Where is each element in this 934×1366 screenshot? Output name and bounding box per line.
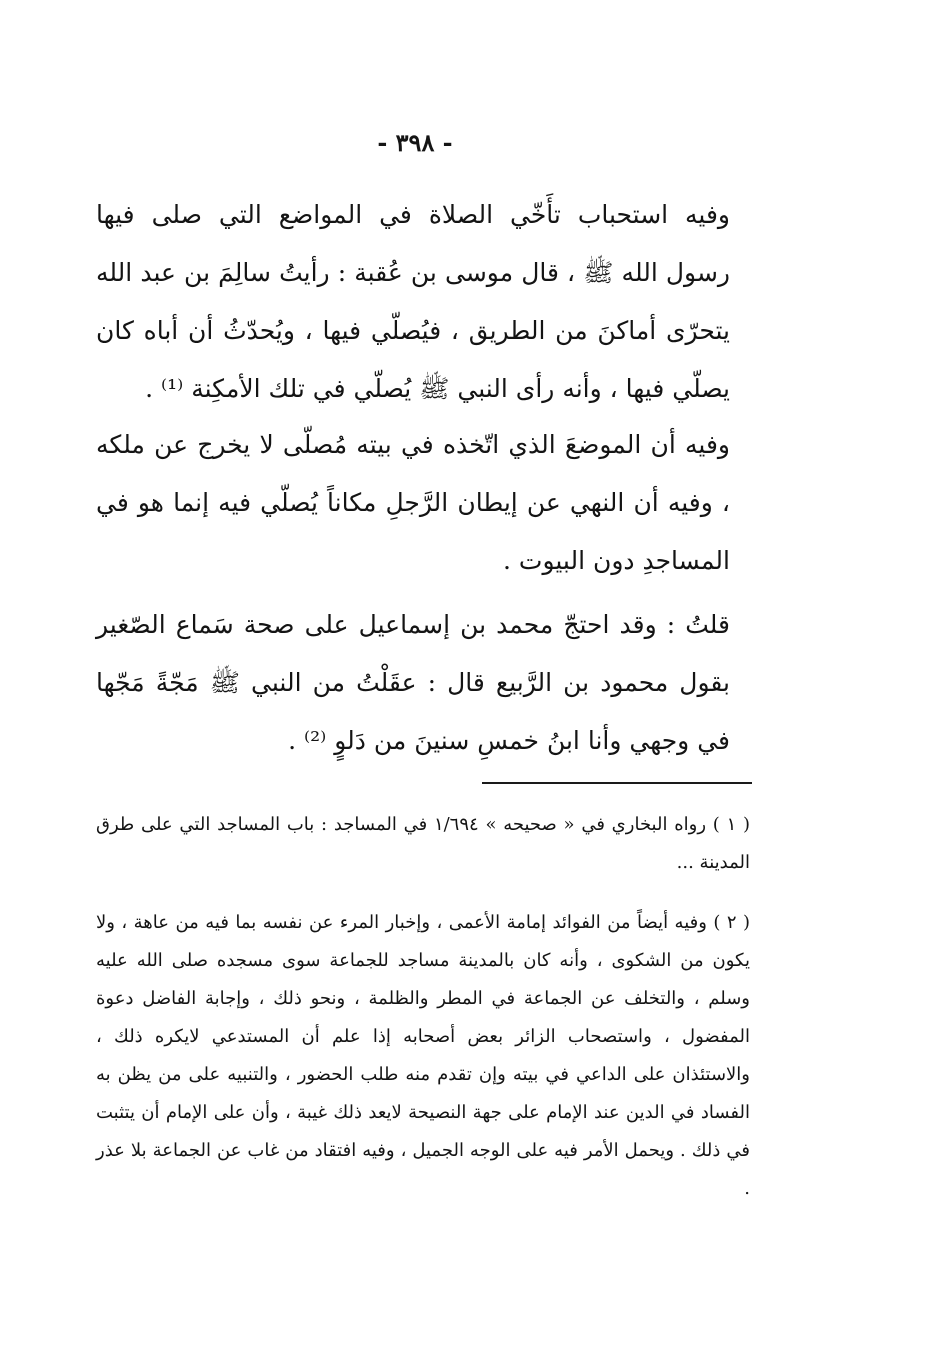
paragraph-3	[96, 596, 730, 770]
paragraph-text: وفيه أن الموضعَ الذي اتّخذه في بيته مُصلّى لا يخرج عن ملكه ، وفيه أن النهي عن إيطان الرَّجلِ مكاناً يُصلّي فيه إنما هو في المساجدِ دون البيوت .	[96, 430, 730, 575]
paragraph-text: قلتُ : وقد احتجّ محمد بن إسماعيل على صحة سَماع الصّغير بقول محمود بن الرَّبيع قال : عقَلْتُ من النبي ﷺ مَجّةً مَجّها في وجهي وأنا ابنُ خمسِ سنينَ من دَلوٍ ⁽²⁾ .	[96, 610, 730, 755]
footnote-text: ( ٢ ) وفيه أيضاً من الفوائد إمامة الأعمى ، وإخبار المرء عن نفسه بما فيه من عاهة ، ولا يكون من الشكوى ، وأنه كان بالمدينة مساجد للجماعة سوى مسجده صلى الله عليه وسلم ، والتخلف عن الجماعة في المطر والظلمة ، ونحو ذلك ، وإجابة الفاضل دعوة المفضول ، واستصحاب الزائر بعض أصحابه إذا علم أن المستدعي لايكره ذلك ، والاستئذان على الداعي في بيته وإن تقدم منه طلب الحضور ، والتنبيه على من يظن به الفساد في الدين عند الإمام على جهة النصيحة لايعد ذلك غيبة ، وأن على الإمام أن يتثبت في ذلك . ويحمل الأمر فيه على الوجه الجميل ، وفيه افتقاد من غاب عن الجماعة بلا عذر .	[96, 912, 750, 1199]
paragraph-1	[96, 186, 730, 418]
paragraph-2	[96, 416, 730, 590]
footnote-text: ( ١ ) رواه البخاري في « صحيحه » ١/٦٩٤ في المساجد : باب المساجد التي على طرق المدينة ...	[96, 814, 751, 873]
footnote-2	[96, 904, 750, 1208]
page-number: - ٣٩٨ -	[377, 128, 453, 157]
footnote-divider	[482, 782, 752, 784]
footnote-1	[96, 806, 750, 882]
paragraph-text: وفيه استحباب تأَخّي الصلاة في المواضع التي صلى فيها رسول الله ﷺ ، قال موسى بن عُقبة : رأيتُ سالِمَ بن عبد الله يتحرّى أماكنَ من الطريق ، فيُصلّي فيها ، ويُحدّثُ أن أباه كان يصلّي فيها ، وأنه رأى النبي ﷺ يُصلّي في تلك الأمكِنة ⁽¹⁾ .	[96, 200, 730, 403]
